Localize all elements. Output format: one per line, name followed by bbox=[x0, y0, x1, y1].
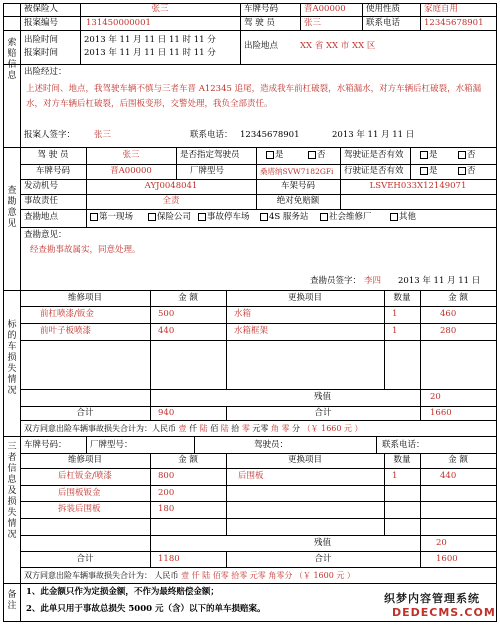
section-survey: 查勘意见 bbox=[7, 186, 17, 229]
third-h-amount: 金 额 bbox=[178, 455, 198, 465]
report-time-value: 2013 年 11 月 11 日 11 时 11 分 bbox=[84, 48, 216, 58]
third-salvage-value: 20 bbox=[436, 538, 447, 548]
own-agree-unit: 佰 bbox=[210, 424, 219, 433]
table-cell: 后杠钣金/喷漆 bbox=[58, 471, 112, 481]
site-parking[interactable] bbox=[198, 212, 250, 223]
checkbox-icon bbox=[260, 213, 268, 221]
designated-driver-label: 是否指定驾驶员 bbox=[180, 150, 240, 160]
checkbox-icon bbox=[420, 151, 428, 159]
sign-date: 2013 年 11 月 11 日 bbox=[332, 130, 415, 140]
table-cell: 1 bbox=[392, 309, 398, 319]
site-repair-shop[interactable] bbox=[320, 212, 372, 223]
third-driver-label: 驾驶员： bbox=[254, 440, 289, 450]
section-notes: 备注 bbox=[7, 590, 17, 611]
accident-time-value: 2013 年 11 月 11 日 11 时 11 分 bbox=[84, 35, 216, 45]
table-cell: 1 bbox=[392, 326, 398, 336]
table-cell: 后围板钣金 bbox=[58, 488, 101, 498]
own-agree-unit: 拾 bbox=[231, 424, 240, 433]
own-agree-unit: 分 bbox=[292, 424, 301, 433]
opinion-text: 经查勘事故属实，同意处理。 bbox=[30, 245, 141, 255]
third-phone-label: 联系电话： bbox=[382, 440, 425, 450]
own-agree-amount: （￥ 1660 元 ） bbox=[302, 424, 363, 433]
third-agree-prefix: 双方同意出险车辆事故损失合计为： 人民币 bbox=[24, 571, 179, 580]
designated-no-label: 否 bbox=[317, 150, 326, 160]
designated-yes[interactable] bbox=[266, 150, 284, 161]
survey-date: 2013 年 11 月 11 日 bbox=[398, 276, 481, 286]
site-first-scene-label: 第一现场 bbox=[99, 212, 134, 222]
third-h-repair: 维修项目 bbox=[67, 455, 102, 465]
survey-model-value: 桑塔纳SVW7182GFi bbox=[260, 167, 334, 176]
license-valid-yes[interactable] bbox=[420, 150, 438, 161]
third-agree-amount: （￥ 1600 元 ） bbox=[294, 571, 355, 580]
survey-plate-label: 车牌号码 bbox=[35, 166, 70, 176]
table-cell: 水箱框架 bbox=[234, 326, 269, 336]
table-cell: 1 bbox=[392, 471, 398, 481]
checkbox-icon bbox=[148, 213, 156, 221]
table-cell: 水箱 bbox=[234, 309, 252, 319]
table-cell: 440 bbox=[158, 326, 175, 336]
plate-value: 晋A00000 bbox=[304, 4, 346, 14]
insured-value: 张三 bbox=[151, 4, 169, 14]
permit-valid-yes[interactable] bbox=[420, 166, 438, 177]
table-cell: 460 bbox=[440, 309, 457, 319]
permit-valid-label: 行驶证是否有效 bbox=[344, 166, 404, 176]
site-first-scene[interactable] bbox=[90, 212, 133, 223]
own-agree-digit: 零 bbox=[281, 424, 290, 433]
third-total2-value: 1600 bbox=[436, 554, 458, 564]
phone-label: 联系电话 bbox=[366, 18, 401, 28]
reporter-sign-label: 报案人签字： bbox=[24, 130, 76, 140]
note-2: 2、此单只用于事故总损失 5000 元（含）以下的单车损赔案。 bbox=[26, 604, 266, 614]
site-insurer-label: 保险公司 bbox=[157, 212, 192, 222]
own-agree-unit: 元零 bbox=[252, 424, 269, 433]
table-cell: 后围板 bbox=[238, 471, 264, 481]
permit-valid-no[interactable] bbox=[458, 166, 476, 177]
own-total2-label: 合计 bbox=[314, 408, 332, 418]
liability-value: 全责 bbox=[162, 196, 180, 206]
watermark-cn: 织梦内容管理系统 bbox=[384, 592, 480, 605]
own-h-qty: 数量 bbox=[393, 293, 411, 303]
survey-driver-value: 张三 bbox=[122, 150, 140, 160]
site-insurer[interactable] bbox=[148, 212, 191, 223]
checkbox-icon bbox=[390, 213, 398, 221]
own-salvage-value: 20 bbox=[430, 392, 441, 402]
section-own-loss: 标的车损失情况 bbox=[7, 320, 17, 396]
third-agree-line bbox=[24, 570, 355, 581]
checkbox-icon bbox=[458, 167, 466, 175]
third-model-label: 厂牌型号： bbox=[90, 440, 133, 450]
site-repair-shop-label: 社会维修厂 bbox=[329, 212, 372, 222]
own-agree-digit: 角 bbox=[270, 424, 279, 433]
site-4s-label: 4S 服务站 bbox=[269, 212, 309, 222]
section-claim-info: 索赔信息 bbox=[7, 38, 17, 81]
third-h-replace: 更换项目 bbox=[287, 455, 322, 465]
own-agree-line bbox=[24, 423, 363, 434]
table-cell: 前叶子板喷漆 bbox=[40, 326, 92, 336]
surveyor-label: 查勘员签字： bbox=[310, 276, 362, 286]
vin-label: 车架号码 bbox=[280, 181, 315, 191]
table-cell: 180 bbox=[158, 504, 175, 514]
third-agree-words: 壹 仟 陆 佰零 拾零 元零 角零分 bbox=[181, 571, 293, 580]
phone-value: 12345678901 bbox=[424, 18, 484, 28]
accident-time-label: 出险时间 bbox=[24, 35, 59, 45]
usage-value: 家庭自用 bbox=[424, 4, 459, 14]
own-h-replace: 更换项目 bbox=[287, 293, 322, 303]
site-other[interactable] bbox=[390, 212, 416, 223]
survey-driver-label: 驾 驶 员 bbox=[37, 150, 69, 160]
own-salvage-label: 残值 bbox=[314, 392, 332, 402]
note-1: 1、此金额只作为定损金额，不作为最终赔偿金额； bbox=[26, 587, 219, 597]
checkbox-icon bbox=[198, 213, 206, 221]
own-h-repair: 维修项目 bbox=[67, 293, 102, 303]
permit-valid-yes-label: 是 bbox=[429, 166, 438, 176]
checkbox-icon bbox=[308, 151, 316, 159]
table-cell: 拆装后围板 bbox=[58, 504, 101, 514]
opinion-label: 查勘意见： bbox=[24, 230, 67, 240]
driver-label: 驾 驶 员 bbox=[244, 18, 275, 28]
vin-value: LSVEH033X12149071 bbox=[369, 181, 467, 191]
designated-yes-label: 是 bbox=[275, 150, 284, 160]
own-agree-digit: 壹 bbox=[178, 424, 187, 433]
checkbox-icon bbox=[90, 213, 98, 221]
liability-label: 事故责任 bbox=[24, 196, 59, 206]
checkbox-icon bbox=[266, 151, 274, 159]
reporter-sign-value: 张三 bbox=[94, 130, 112, 140]
table-cell: 440 bbox=[440, 471, 457, 481]
watermark bbox=[380, 587, 496, 621]
insured-label: 被保险人 bbox=[24, 4, 59, 14]
third-plate-label: 车牌号码： bbox=[24, 440, 67, 450]
own-total2-value: 1660 bbox=[430, 408, 452, 418]
designated-no[interactable] bbox=[308, 150, 326, 161]
permit-valid-no-label: 否 bbox=[467, 166, 476, 176]
third-total-label: 合计 bbox=[76, 554, 94, 564]
third-h-amount2: 金 额 bbox=[448, 455, 468, 465]
place-label: 出险地点 bbox=[244, 41, 279, 51]
engine-label: 发动机号 bbox=[24, 181, 59, 191]
site-other-label: 其他 bbox=[399, 212, 417, 222]
deductible-label: 绝对免赔额 bbox=[276, 196, 320, 206]
site-parking-label: 事故停车场 bbox=[207, 212, 250, 222]
table-cell: 280 bbox=[440, 326, 457, 336]
contact-label: 联系电话： bbox=[190, 130, 233, 140]
process-text: 上述时间、地点，我驾驶车辆不慎与三者车晋 A12345 追尾，造成我车前杠破裂，水箱漏水，对方车辆后杠破裂，水箱漏水，对方车辆后杠破裂，后围板变形，交警处理，我负全部责任。 bbox=[26, 84, 482, 109]
own-h-amount2: 金 额 bbox=[448, 293, 468, 303]
site-4s[interactable] bbox=[260, 212, 308, 223]
license-valid-no-label: 否 bbox=[467, 150, 476, 160]
third-total2-label: 合计 bbox=[314, 554, 332, 564]
report-no-value: 131450000001 bbox=[86, 18, 151, 28]
third-total1-value: 1180 bbox=[158, 554, 180, 564]
third-h-qty: 数量 bbox=[393, 455, 411, 465]
checkbox-icon bbox=[458, 151, 466, 159]
table-cell: 前杠喷漆/钣金 bbox=[40, 309, 94, 319]
section-third-party: 三者信息及损失情况 bbox=[7, 442, 17, 540]
contact-value: 12345678901 bbox=[240, 130, 300, 140]
table-cell: 500 bbox=[158, 309, 175, 319]
own-total-label: 合计 bbox=[76, 408, 94, 418]
report-time-label: 报案时间 bbox=[24, 48, 59, 58]
license-valid-label: 驾驶证是否有效 bbox=[344, 150, 404, 160]
own-agree-unit: 仟 bbox=[189, 424, 198, 433]
own-total1-value: 940 bbox=[158, 408, 175, 418]
own-agree-digit: 陆 bbox=[220, 424, 229, 433]
license-valid-yes-label: 是 bbox=[429, 150, 438, 160]
checkbox-icon bbox=[420, 167, 428, 175]
usage-label: 使用性质 bbox=[366, 4, 401, 14]
report-no-label: 报案编号 bbox=[24, 18, 59, 28]
third-salvage-label: 残值 bbox=[314, 538, 332, 548]
plate-label: 车牌号码 bbox=[244, 4, 279, 14]
engine-value: AYJ0048041 bbox=[144, 181, 198, 191]
license-valid-no[interactable] bbox=[458, 150, 476, 161]
driver-value: 张三 bbox=[304, 18, 322, 28]
place-value: XX 省 XX 市 XX 区 bbox=[300, 41, 376, 51]
process-label: 出险经过： bbox=[24, 67, 67, 77]
own-agree-digit: 陆 bbox=[199, 424, 208, 433]
own-agree-digit: 零 bbox=[241, 424, 250, 433]
watermark-en: DEDECMS.COM bbox=[392, 606, 496, 619]
own-h-amount: 金 额 bbox=[178, 293, 198, 303]
survey-plate-value: 晋A00000 bbox=[110, 166, 152, 176]
checkbox-icon bbox=[320, 213, 328, 221]
survey-model-label: 厂牌型号 bbox=[190, 166, 225, 176]
table-cell: 800 bbox=[158, 471, 175, 481]
surveyor-value: 李四 bbox=[364, 276, 382, 286]
site-label: 查勘地点 bbox=[24, 212, 59, 222]
table-cell: 200 bbox=[158, 488, 175, 498]
basic-divider bbox=[3, 64, 497, 65]
own-agree-prefix: 双方同意出险车辆事故损失合计为：人民币 bbox=[24, 424, 176, 433]
